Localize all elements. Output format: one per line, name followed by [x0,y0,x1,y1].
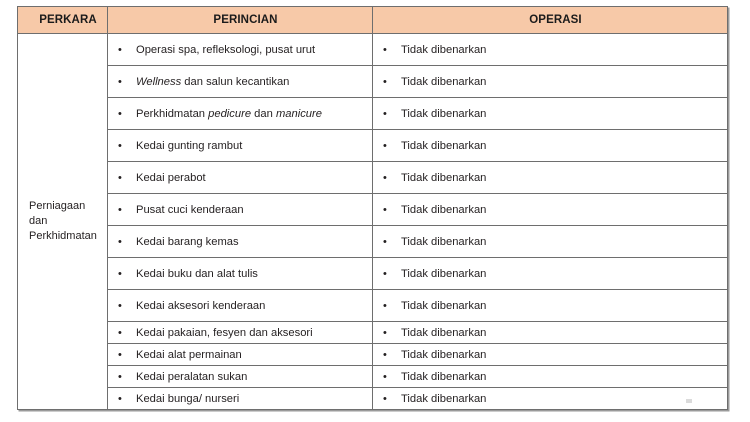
table-row [18,322,728,344]
bullet-icon: • [383,348,387,361]
operasi-text: Tidak dibenarkan [401,171,487,184]
operasi-bullet-line [373,366,727,387]
bullet-icon: • [383,171,387,184]
operasi-text: Tidak dibenarkan [401,203,487,216]
bullet-icon: • [118,43,122,56]
perincian-bullet-line [108,130,372,161]
operasi-bullet-line [373,130,727,161]
operasi-bullet-line [373,194,727,225]
operasi-text: Tidak dibenarkan [401,43,487,56]
perincian-bullet-line [108,98,372,129]
perincian-text: Kedai gunting rambut [136,139,243,152]
operasi-text: Tidak dibenarkan [401,370,487,383]
bullet-icon: • [383,139,387,152]
perincian-text: Operasi spa, refleksologi, pusat urut [136,43,316,56]
operasi-cell [373,66,728,98]
perincian-bullet-line [108,322,372,343]
bullet-icon: • [118,299,122,312]
operasi-bullet-line [373,258,727,289]
perincian-bullet-line [108,290,372,321]
table-row [18,388,728,410]
perincian-bullet-line [108,388,372,409]
table-row [18,344,728,366]
bullet-icon: • [118,235,122,248]
perincian-text: Perkhidmatan pedicure dan manicure [136,107,322,120]
table-row [18,226,728,258]
bullet-icon: • [383,43,387,56]
perincian-cell [108,290,373,322]
perincian-cell [108,366,373,388]
perincian-text: Kedai bunga/ nurseri [136,392,240,405]
table-row [18,290,728,322]
operasi-cell [373,34,728,66]
category-cell-perniagaan-dan-perkhidmatan [18,34,108,410]
bullet-icon: • [118,348,122,361]
perincian-bullet-line [108,162,372,193]
perincian-bullet-line [108,194,372,225]
operasi-text: Tidak dibenarkan [401,267,487,280]
bullet-icon: • [118,107,122,120]
operasi-text: Tidak dibenarkan [401,107,487,120]
table-body [18,34,728,410]
column-header-perkara [18,7,108,34]
operasi-text: Tidak dibenarkan [401,75,487,88]
operasi-cell [373,344,728,366]
operasi-text: Tidak dibenarkan [401,392,487,405]
table-row [18,98,728,130]
operasi-bullet-line [373,226,727,257]
perincian-text: Kedai pakaian, fesyen dan aksesori [136,326,313,339]
table-row [18,34,728,66]
operasi-cell [373,130,728,162]
italic-term: manicure [275,107,322,120]
column-header-perincian [108,7,373,34]
perincian-cell [108,66,373,98]
operasi-cell [373,322,728,344]
operasi-bullet-line [373,98,727,129]
operasi-bullet-line [373,66,727,97]
operasi-bullet-line [373,388,727,409]
operasi-text: Tidak dibenarkan [401,348,487,361]
perincian-bullet-line [108,66,372,97]
bullet-icon: • [118,139,122,152]
table-header [18,7,728,34]
column-header-perincian-label: PERINCIAN [213,14,278,26]
perincian-text: Kedai alat permainan [136,348,242,361]
perincian-cell [108,322,373,344]
perincian-cell [108,98,373,130]
perincian-text: Kedai buku dan alat tulis [136,267,258,280]
column-header-perkara-label: PERKARA [39,14,97,26]
table-header-row [18,7,728,34]
operasi-text: Tidak dibenarkan [401,235,487,248]
bullet-icon: • [118,203,122,216]
operasi-text: Tidak dibenarkan [401,326,487,339]
rules-table [17,6,728,410]
bullet-icon: • [383,392,387,405]
operasi-cell [373,258,728,290]
operasi-cell [373,162,728,194]
operasi-cell [373,194,728,226]
bullet-icon: • [118,370,122,383]
bullet-icon: • [383,267,387,280]
bullet-icon: • [118,75,122,88]
perincian-text: Kedai aksesori kenderaan [136,299,266,312]
italic-term: Wellness [136,75,182,88]
bullet-icon: • [118,326,122,339]
perincian-cell [108,34,373,66]
bullet-icon: • [383,299,387,312]
perincian-cell [108,226,373,258]
operasi-cell [373,98,728,130]
perincian-bullet-line [108,258,372,289]
operasi-text: Tidak dibenarkan [401,139,487,152]
perincian-cell [108,130,373,162]
bullet-icon: • [118,392,122,405]
bullet-icon: • [118,171,122,184]
perincian-text: Kedai barang kemas [136,235,239,248]
table-row [18,66,728,98]
column-header-operasi [373,7,728,34]
perincian-bullet-line [108,34,372,65]
perincian-text: Kedai peralatan sukan [136,370,248,383]
bullet-icon: • [383,203,387,216]
bullet-icon: • [383,326,387,339]
perincian-text: Wellness dan salun kecantikan [136,75,290,88]
bullet-icon: • [383,107,387,120]
perincian-text: Pusat cuci kenderaan [136,203,244,216]
perincian-cell [108,344,373,366]
operasi-bullet-line [373,34,727,65]
perincian-text: Kedai perabot [136,171,206,184]
perincian-cell [108,258,373,290]
operasi-text: Tidak dibenarkan [401,299,487,312]
perincian-cell [108,162,373,194]
perincian-cell [108,388,373,410]
table-row [18,130,728,162]
perincian-bullet-line [108,226,372,257]
bullet-icon: • [383,75,387,88]
table-row [18,258,728,290]
operasi-cell [373,290,728,322]
operasi-bullet-line [373,344,727,365]
operasi-cell [373,366,728,388]
perincian-bullet-line [108,344,372,365]
category-label: Perniagaan dan Perkhidmatan [29,200,97,242]
operasi-bullet-line [373,322,727,343]
operasi-cell [373,388,728,410]
table-row [18,194,728,226]
perincian-bullet-line [108,366,372,387]
operasi-cell [373,226,728,258]
bullet-icon: • [118,267,122,280]
bullet-icon: • [383,370,387,383]
table-row [18,162,728,194]
table-row [18,366,728,388]
column-header-operasi-label: OPERASI [529,14,582,26]
operasi-bullet-line [373,162,727,193]
italic-term: pedicure [208,107,252,120]
operasi-bullet-line [373,290,727,321]
bullet-icon: • [383,235,387,248]
perincian-cell [108,194,373,226]
